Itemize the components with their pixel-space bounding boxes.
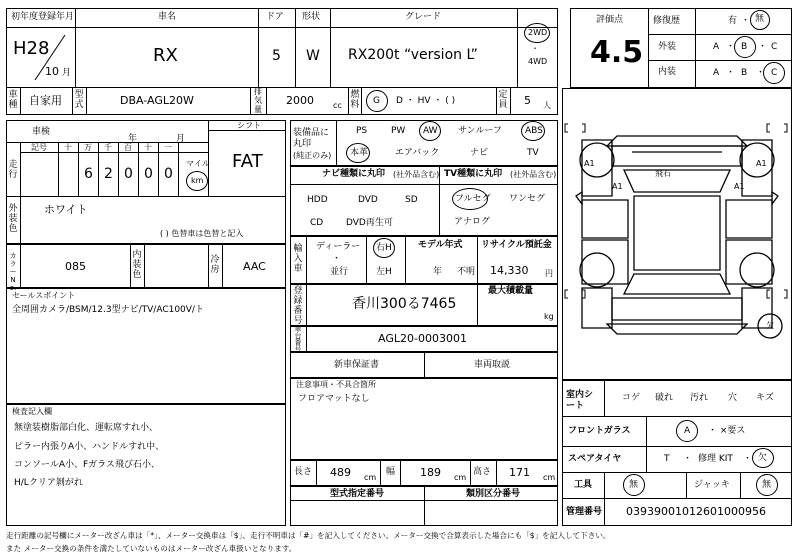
import-dot: ・ [332,254,342,264]
manual-label: 車両取説 [474,360,511,370]
height-cm: cm [543,473,556,482]
navi-title: ナビ種類に丸印 [322,169,386,179]
interior-color-label: 内装色 [132,250,142,280]
interior-grade-c: C [771,68,778,78]
exterior-dot-2: ・ [758,42,768,52]
ac-label: 冷房 [210,255,220,275]
width-label: 幅 [386,467,396,477]
control-value: 03939001012601000956 [626,505,766,518]
chassis-label: 車台番号 [294,325,302,353]
height-label: 高さ [473,467,492,477]
spare-dot-1: ・ [683,454,693,464]
equip-ps: PS [356,126,368,136]
spare-dot-2: ・ [743,454,753,464]
interior-dot-1: ・ [726,68,736,78]
repair-have: 有 [728,16,738,26]
footer-line-2: また メーター交換の条件を満たしていないものはメーター改ざん車扱いとなります。 [6,544,297,553]
import-parallel: 並行 [330,267,349,277]
notes-label: 注意事項・不具合箇所 [296,380,376,389]
interior-grade-b: B [741,68,748,78]
navi-sd: SD [405,195,418,205]
km-label: km [191,176,204,185]
first-reg-year: H28 [13,38,50,59]
car-name: RX [153,45,178,66]
sales-point-label: セールスポイント [12,291,76,300]
tv-oneseg: ワンセグ [509,194,546,204]
diagram-mark-a1-right-door: A1 [734,182,745,191]
equip-leather: 本革 [350,148,369,158]
windshield-a: A [684,426,691,436]
recycle-label: リサイクル預託金 [481,240,552,250]
mileage-digit-4: 0 [144,166,153,182]
color-value: ホワイト [44,203,88,216]
warranty-label: 新車保証書 [334,360,380,370]
model-year-label: モデル年式 [418,240,463,250]
width-cm: cm [454,473,467,482]
navi-dvd: DVD [358,195,378,205]
shape-value: W [306,48,320,64]
navi-hdd: HDD [307,195,328,205]
fuel-g: G [373,96,380,106]
capacity-unit: 人 [543,101,551,110]
first-reg-month: 10 [45,65,59,78]
exterior-label: 外装 [658,42,677,52]
windshield-rest: ・ ×要ス [708,426,746,436]
inspection-note-line-4: H/Lクリア剝がれ [14,478,83,488]
seat-dirt: 汚れ [690,393,709,403]
height-value: 171 [509,466,530,479]
max-load-label: 最大積載量 [488,286,534,296]
registration-label: 登録番号 [293,286,303,326]
jack-value: 無 [762,480,772,490]
tools-label: 工具 [574,480,593,490]
tv-analog: アナログ [454,217,491,227]
repair-dot: ・ [741,16,751,26]
length-cm: cm [364,473,377,482]
interior-label: 内装 [658,67,677,77]
category-label: 類別区分番号 [466,489,521,499]
equip-tv: TV [527,148,539,158]
doors-value: 5 [272,48,281,64]
tv-title-sub: (社外品含む) [510,170,557,179]
mileage-header-3: 千 [104,143,112,152]
score-label: 評価点 [596,15,624,25]
right-h: 右H [376,243,392,253]
shape-label: 形状 [302,12,321,22]
mileage-header-5: 十 [144,143,152,152]
diagram-mark-a1-left-front: A1 [584,159,595,168]
diagram-mark-a1-right-front: A1 [756,159,767,168]
color-no-label: カラーNo. [9,252,17,292]
model-year-unknown: 不明 [457,267,476,277]
kind-label: 車種 [8,90,18,110]
exterior-grade-b: B [741,42,748,52]
length-label: 長さ [294,467,313,477]
exterior-dot-1: ・ [726,42,736,52]
month-unit: 月 [62,68,72,78]
width-value: 189 [420,466,441,479]
interior-grade-a: A [713,68,720,78]
color-no-value: 085 [65,260,86,273]
inspection-note-line-2: ピラー内張りA小、ハンドルすれ中、 [14,442,165,452]
color-label: 外装色 [8,204,18,234]
displacement-value: 2000 [286,94,314,107]
notes-value: フロアマットなし [298,394,370,404]
recycle-yen: 円 [545,269,553,278]
equip-airbag: エアバック [395,148,440,158]
inspection-note-line-1: 無塗装樹脂部白化、運転席すれ小、 [14,423,159,433]
sales-point-text: 全周囲カメラ/BSM/12.3型ナビ/TV/AC100V/ト [12,305,204,315]
diagram-mark-missing: 欠 [766,321,774,330]
row2-block [6,87,558,115]
grade-label: グレード [405,12,442,22]
import-dealer: ディーラー [316,242,361,252]
chassis-value: AGL20-0003001 [378,332,467,345]
exterior-grade-c: C [771,42,778,52]
grade-value: RX200t “version L” [348,47,478,63]
spare-kit: 修理 KIT [698,454,733,464]
score-value: 4.5 [590,35,644,70]
equip-pw: PW [391,126,406,136]
spare-label: スペアタイヤ [568,454,622,464]
windshield-label: フロントガラス [568,426,631,436]
navi-title-sub: (社外品含む) [393,170,440,179]
first-reg-label: 初年度登録年月 [11,12,75,22]
model-label: 型式 [74,90,84,110]
equip-aw: AW [423,126,438,136]
spare-missing: 欠 [758,453,768,463]
mileage-digit-3: 0 [124,166,133,182]
control-label: 管理番号 [566,507,603,517]
equipment-label-sub: (純正のみ) [293,151,332,160]
seat-label: 室内シート [566,390,594,411]
jack-label: ジャッキ [694,480,730,490]
recycle-value: 14,330 [490,264,529,277]
max-load-kg: kg [544,312,554,321]
tv-title: TV種類に丸印 [444,169,503,179]
fuel-label: 燃料 [350,90,360,110]
mileage-header-symbol: 記号 [31,143,47,152]
name-label: 車名 [158,12,177,22]
equip-sunroof: サンルーフ [458,126,502,136]
inspection-month-unit: 月 [176,134,186,144]
car-diagram [562,88,792,380]
mileage-header-2: 万 [84,143,92,152]
tv-fullseg: フルセグ [455,194,491,204]
seat-scratch: キズ [756,393,774,403]
model-year-unit: 年 [433,267,443,277]
displacement-label: 排気量 [254,87,262,114]
seat-hole: 穴 [728,393,738,403]
color-note: ( ) 色替車は色替と記入 [160,229,244,238]
navi-dvd-play: DVD再生可 [346,218,393,228]
seat-tear: 破れ [655,393,674,403]
inspection-year-unit: 年 [128,134,138,144]
diagram-mark-a1-left-door: A1 [612,182,623,191]
mileage-digit-2: 2 [104,166,113,182]
equip-abs: ABS [525,126,543,136]
repair-label: 修復歴 [653,16,681,26]
capacity-label: 定員 [498,90,508,110]
capacity-value: 5 [524,94,531,107]
fuel-options: D ・ HV ・ ( ) [396,96,456,106]
navi-cd: CD [310,218,324,228]
tools-value: 無 [629,480,639,490]
inspection-note-line-3: コンソールA小、Fガラス飛び石小、 [14,460,160,470]
notes-block [290,378,558,460]
left-h: 左H [376,267,392,277]
length-value: 489 [330,466,351,479]
mileage-header-4: 百 [124,143,132,152]
ac-value: AAC [243,260,266,273]
spare-t: T [664,454,670,464]
drive-4wd: 4WD [528,57,548,66]
inspection-notes-label: 検査記入欄 [12,407,52,416]
drive-2wd: 2WD [528,28,548,37]
cc-unit: cc [333,101,342,110]
drive-dot: ・ [531,44,539,53]
equipment-label: 装備品に丸印 [293,128,330,149]
import-label: 輸入車 [293,244,303,274]
mileage-header-1: 十 [64,143,72,152]
interior-dot-2: ・ [756,68,766,78]
exterior-grade-a: A [713,42,720,52]
inspection-block [6,120,286,244]
repair-none: 無 [755,14,765,24]
mileage-digit-1: 6 [84,166,93,182]
kind-value: 自家用 [29,94,62,107]
door-label: ドア [266,12,284,22]
mileage-digit-5: 0 [164,166,173,182]
equip-navi: ナビ [470,148,489,158]
model-value: DBA-AGL20W [120,94,194,107]
seat-burn: コゲ [622,393,641,403]
registration-value: 香川300る7465 [352,296,457,312]
shift-value: FAT [232,151,263,172]
diagram-mark-chip: 飛石 [655,169,671,178]
inspection-label: 車検 [32,127,51,137]
mile-label: マイル [186,159,210,168]
type-approval-label: 型式指定番号 [330,489,385,499]
mileage-label: 走行 [8,160,18,180]
mileage-header-6: 一 [164,143,172,152]
footer-line-1: 走行距離の記号欄にメーター改ざん車は「*」、メーター交換車は「$」、走行不明車は「#」を記入してください。メーター交換で合算表示した場合にも「$」を記入して下さい。 [6,531,611,540]
shift-label: シフト [237,121,261,130]
